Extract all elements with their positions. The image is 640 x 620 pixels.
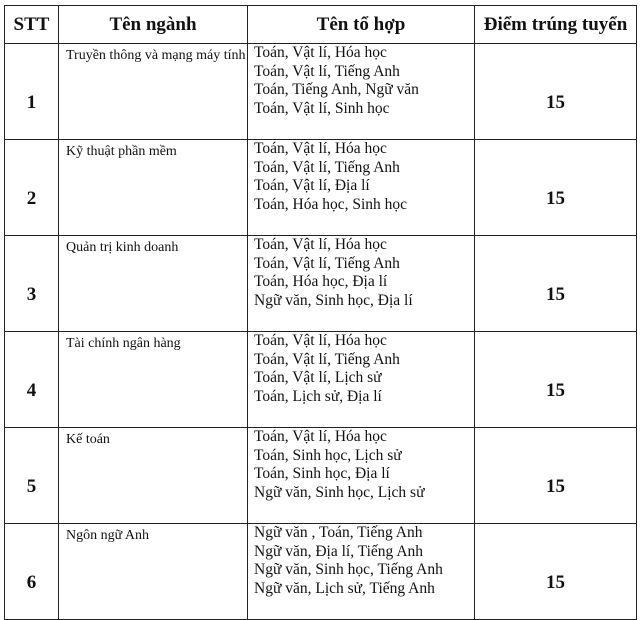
subject-combination: Toán, Tiếng Anh, Ngữ văn: [254, 81, 419, 98]
subject-combination: Toán, Vật lí, Tiếng Anh: [254, 350, 400, 368]
subject-combination: Toán, Vật lí, Tiếng Anh: [254, 62, 400, 80]
row-stt: 5: [5, 428, 59, 524]
table-row: [5, 428, 637, 524]
table-row: [5, 44, 637, 140]
subject-combination: Ngữ văn , Toán, Tiếng Anh: [254, 524, 423, 541]
subject-combination: Ngữ văn, Sinh học, Lịch sử: [254, 483, 425, 501]
table-row: [5, 524, 637, 620]
subject-combination: Ngữ văn, Sinh học, Tiếng Anh: [254, 561, 443, 578]
subject-combination: Toán, Vật lí, Hóa học: [254, 236, 387, 253]
subject-combination: Toán, Vật lí, Sinh học: [254, 99, 390, 117]
subject-combination: Toán, Vật lí, Hóa học: [254, 44, 387, 61]
subject-combinations: [248, 236, 475, 332]
admission-score: 15: [475, 428, 637, 524]
row-stt: 3: [5, 236, 59, 332]
admission-score: 15: [475, 524, 637, 620]
subject-combination: Toán, Vật lí, Hóa học: [254, 428, 387, 445]
header-combos: Tên tổ hợp: [248, 6, 475, 44]
subject-combinations: [248, 428, 475, 524]
subject-combination: Toán, Sinh học, Địa lí: [254, 465, 390, 482]
subject-combination: Toán, Lịch sử, Địa lí: [254, 387, 382, 405]
subject-combination: Ngữ văn, Sinh học, Địa lí: [254, 291, 413, 309]
admission-score: 15: [475, 140, 637, 236]
header-major: Tên ngành: [59, 6, 248, 44]
subject-combinations: [248, 524, 475, 620]
subject-combination: Toán, Hóa học, Sinh học: [254, 195, 408, 213]
subject-combination: Toán, Hóa học, Địa lí: [254, 273, 388, 290]
subject-combination: Toán, Sinh học, Lịch sử: [254, 446, 402, 464]
table-row: [5, 332, 637, 428]
subject-combination: Toán, Vật lí, Địa lí: [254, 177, 370, 194]
table-row: [5, 236, 637, 332]
major-name: Quản trị kinh doanh: [59, 236, 248, 332]
table-row: [5, 140, 637, 236]
header-stt: STT: [5, 6, 59, 44]
major-name: Ngôn ngữ Anh: [59, 524, 248, 620]
admission-score: 15: [475, 44, 637, 140]
major-name: Tài chính ngân hàng: [59, 332, 248, 428]
subject-combination: Toán, Vật lí, Tiếng Anh: [254, 158, 400, 176]
subject-combination: Toán, Vật lí, Hóa học: [254, 140, 387, 157]
header-score: Điểm trúng tuyển: [475, 6, 637, 44]
subject-combination: Toán, Vật lí, Tiếng Anh: [254, 254, 400, 272]
subject-combinations: [248, 140, 475, 236]
subject-combination: Ngữ văn, Lịch sử, Tiếng Anh: [254, 579, 435, 597]
admission-score: 15: [475, 236, 637, 332]
row-stt: 2: [5, 140, 59, 236]
major-name: Kế toán: [59, 428, 248, 524]
subject-combination: Ngữ văn, Địa lí, Tiếng Anh: [254, 542, 424, 560]
subject-combinations: [248, 44, 475, 140]
major-name: Kỹ thuật phần mềm: [59, 140, 248, 236]
major-name: Truyền thông và mạng máy tính: [59, 44, 248, 140]
subject-combination: Toán, Vật lí, Lịch sử: [254, 369, 382, 386]
row-stt: 1: [5, 44, 59, 140]
admission-score: 15: [475, 332, 637, 428]
row-stt: 6: [5, 524, 59, 620]
subject-combinations: [248, 332, 475, 428]
admission-scores-table: [4, 5, 637, 620]
row-stt: 4: [5, 332, 59, 428]
cropped-text-above: [0, 0, 640, 4]
subject-combination: Toán, Vật lí, Hóa học: [254, 332, 387, 349]
table-header-row: [5, 6, 637, 44]
